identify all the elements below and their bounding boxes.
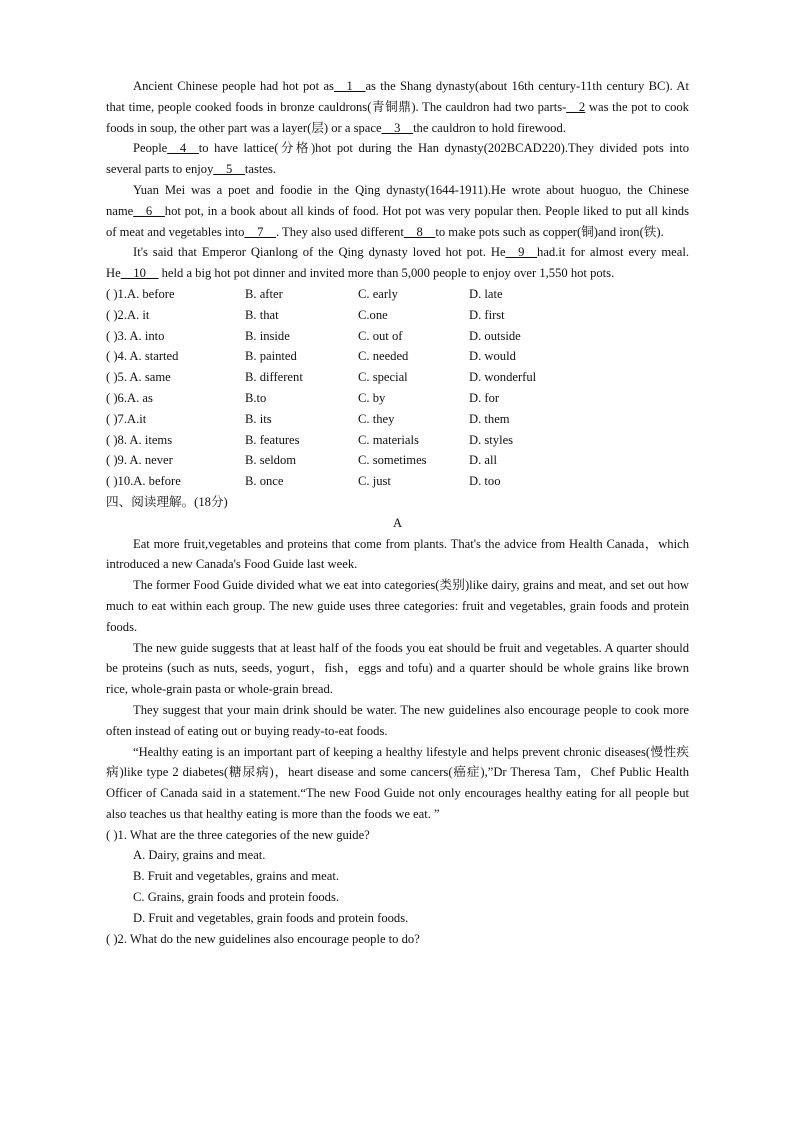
reading-paragraph-1: Eat more fruit,vegetables and proteins that come from plants. That's the advice from Health Canada，which introduced a new Canada's Food Guide last week. [106, 536, 689, 572]
question-1-choice-b: B. Fruit and vegetables, grains and meat. [133, 869, 339, 884]
cloze-paragraph-1: Ancient Chinese people had hot pot as__1__as the Shang dynasty(about 16th century-11th century BC). At that time, people cooked foods in bronze cauldrons(青铜鼎). The cauldron had two parts-__2 was the pot to cook foods in soup, the other part was a layer(层) or a space__3__the cauldron to hold firewood. [106, 79, 689, 135]
document-page [106, 76, 689, 949]
blank-4: __4__ [167, 141, 199, 156]
blank-9: __9__ [505, 245, 538, 260]
question-1-choice-a: A. Dairy, grains and meat. [133, 848, 266, 863]
reading-paragraph-5: “Healthy eating is an important part of keeping a healthy lifestyle and helps prevent chronic diseases(慢性疾病)like type 2 diabetes(糖尿病)，heart disease and some cancers(癌症),”Dr Theresa Tam，Chef Public Health Officer of Canada said in a statement.“The new Food Guide not only encourages healthy eating for all people but also teaches us that healthy eating is more than the foods we eat. ” [106, 744, 689, 821]
reading-paragraph-3: The new guide suggests that at least half of the foods you eat should be fruit and vegetables. A quarter should be proteins (such as nuts, seeds, yogurt，fish，eggs and tofu) and a quarter should be whole grains like brown rice, whole-grain pasta or whole-grain bread. [106, 640, 689, 697]
option-row-9: ( )9. A. never B. seldom C. sometimes D. all [106, 453, 497, 468]
passage-letter: A [392, 515, 403, 530]
option-row-6: ( )6.A. as B.to C. by D. for [106, 390, 500, 405]
blank-5: __5__ [213, 162, 245, 177]
blank-1: __1__ [333, 79, 366, 93]
blank-2: __2 [566, 99, 586, 114]
question-1-choice-d: D. Fruit and vegetables, grain foods and protein foods. [133, 910, 409, 925]
option-row-10: ( )10.A. before B. once C. just D. too [106, 474, 501, 489]
option-row-3: ( )3. A. into B. inside C. out of D. outside [106, 328, 521, 343]
option-row-1: ( )1.A. before B. after C. early D. late [106, 286, 503, 301]
question-1-stem: ( )1. What are the three categories of the new guide? [106, 827, 370, 842]
option-row-8: ( )8. A. items B. features C. materials D. styles [106, 432, 514, 447]
blank-7: __7__ [244, 224, 276, 239]
option-row-5: ( )5. A. same B. different C. special D. wonderful [106, 370, 537, 385]
reading-paragraph-4: They suggest that your main drink should be water. The new guidelines also encourage people to cook more often instead of eating out or buying ready-to-eat foods. [106, 702, 689, 738]
option-row-7: ( )7.A.it B. its C. they D. them [106, 411, 510, 426]
option-row-2: ( )2.A. it B. that C.one D. first [106, 307, 505, 322]
question-1-choice-c: C. Grains, grain foods and protein foods. [133, 890, 340, 905]
blank-10: __10__ [120, 266, 159, 281]
cloze-paragraph-3: Yuan Mei was a poet and foodie in the Qing dynasty(1644-1911).He wrote about huoguo, the Chinese name__6__hot pot, in a book about all kinds of food. Hot pot was very popular then. People liked to put all kinds of meat and vegetables into__7__. They also used different__8__to make pots such as copper(铜)and iron(铁). [106, 182, 689, 239]
options-list [106, 284, 689, 492]
blank-8: __8__ [403, 224, 436, 239]
question-2-stem: ( )2. What do the new guidelines also encourage people to do? [106, 931, 420, 946]
section-title: 四、阅读理解。(18分) [106, 494, 228, 509]
cloze-paragraph-2: People__4__to have lattice(分格)hot pot during the Han dynasty(202BCAD220).They divided pots into several parts to enjoy__5__tastes. [106, 141, 689, 177]
blank-6: __6__ [133, 203, 165, 218]
cloze-paragraph-4: It's said that Emperor Qianlong of the Qing dynasty loved hot pot. He__9__had.it for almost every meal. He__10__ held a big hot pot dinner and invited more than 5,000 people to enjoy over 1,550 hot pots. [106, 245, 689, 281]
blank-3: __3__ [381, 120, 414, 135]
reading-paragraph-2: The former Food Guide divided what we eat into categories(类别)like dairy, grains and meat, and set out how much to eat within each group. The new guide uses three categories: fruit and vegetables, grain foods and protein foods. [106, 578, 689, 634]
option-row-4: ( )4. A. started B. painted C. needed D. would [106, 349, 516, 364]
